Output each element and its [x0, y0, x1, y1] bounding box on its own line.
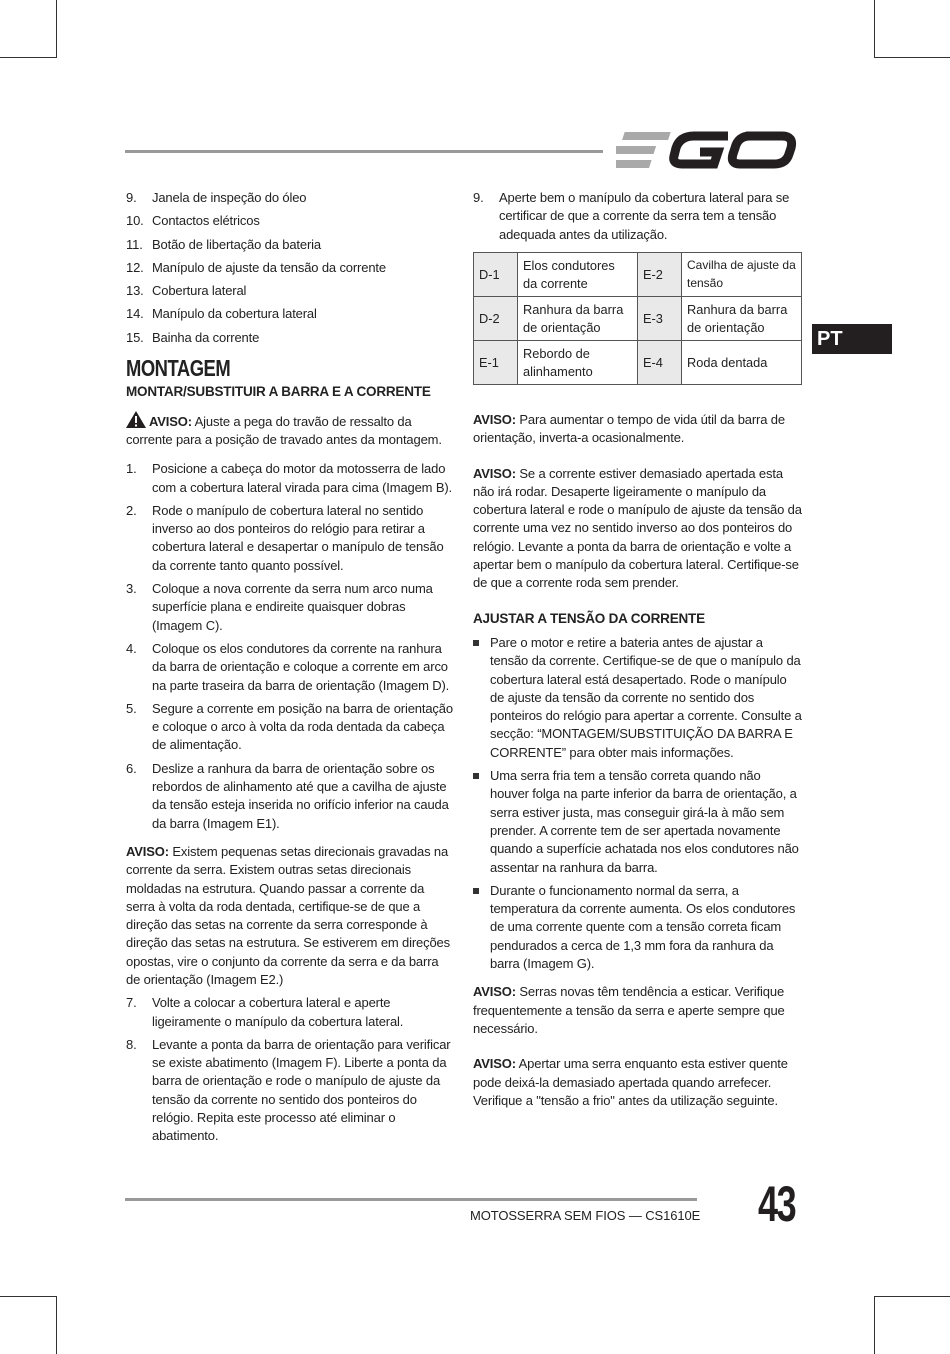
table-cell-desc: Ranhura da barra de orientação: [518, 297, 638, 341]
list-item: [126, 259, 456, 277]
list-item: [126, 700, 456, 755]
table-row: [474, 341, 802, 385]
item-text: Deslize a ranhura da barra de orientação sobre os rebordos de alinhamento até que a cavilha de ajuste da tensão esteja inserida no orifício inferior na cauda da barra (Imagem E1).: [152, 760, 449, 831]
item-text: Coloque a nova corrente da serra num arco numa superfície plana e endireite quaisquer dobras (Imagem C).: [152, 581, 433, 633]
header-rule: [125, 150, 603, 153]
item-text: Aperte bem o manípulo da cobertura lateral para se certificar de que a corrente da serra tem a tensão adequada antes da utilização.: [499, 190, 790, 242]
brand-logo: [616, 128, 800, 172]
item-number: 1.: [126, 461, 137, 477]
bullet-icon: [473, 767, 490, 877]
assembly-steps: [126, 460, 456, 833]
note-text: Serras novas têm tendência a esticar. Verifique frequentemente a tensão da serra e aperte sempre que necessário.: [473, 984, 785, 1036]
item-text: Botão de libertação da bateria: [152, 236, 321, 252]
item-text: Volte a colocar a cobertura lateral e aperte ligeiramente o manípulo da cobertura lateral.: [152, 995, 404, 1029]
note-label: AVISO:: [473, 412, 516, 427]
item-number: 14.: [126, 306, 144, 322]
list-item: [126, 640, 456, 695]
language-tab: PT: [812, 324, 892, 354]
list-item: [126, 580, 456, 635]
crop-mark: [56, 0, 57, 58]
note-paragraph: [473, 983, 802, 1038]
item-number: 5.: [126, 700, 137, 716]
item-number: 3.: [126, 581, 137, 597]
note-paragraph: [473, 1055, 802, 1110]
crop-mark: [0, 57, 57, 58]
note-paragraph: [126, 843, 456, 989]
table-cell-code: E-4: [638, 341, 682, 385]
item-text: Manípulo da cobertura lateral: [152, 306, 317, 322]
assembly-steps-continued: [126, 994, 456, 1145]
table-cell-code: E-2: [638, 253, 682, 297]
left-column: [126, 189, 456, 1151]
note-label: AVISO:: [126, 843, 169, 859]
list-item: [126, 329, 456, 347]
page-number: 43: [758, 1176, 796, 1232]
table-cell-code: D-1: [474, 253, 518, 297]
table-row: [474, 297, 802, 341]
note-text: Existem pequenas setas direcionais gravadas na corrente da serra. Existem outras setas direcionais moldadas na estrutura. Quando passar a corrente da serra à volta da roda dentada, certifique-se de que a direção das setas na corrente da serra corresponde à direção das setas na estrutura. Se estiverem em direções opostas, vire o conjunto da corrente da serra e da barra de orientação (Imagem E2.): [126, 843, 450, 987]
list-item: [126, 460, 456, 497]
item-number: 10.: [126, 213, 144, 229]
crop-mark: [874, 57, 950, 58]
list-item: [126, 236, 456, 254]
bullet-icon: [473, 634, 490, 762]
item-text: Cobertura lateral: [152, 283, 247, 299]
list-item: [126, 282, 456, 300]
item-number: 7.: [126, 995, 137, 1011]
parts-list: [126, 189, 456, 347]
list-item: [126, 502, 456, 575]
tension-bullets: [473, 634, 802, 973]
item-text: Uma serra fria tem a tensão correta quando não houver folga na parte inferior da barra de orientação, a serra estiver justa, mas conseguir girá-la à mão sem prender. A corrente tem de ser apertada novamente quando a superfície achatada nos elos condutores não assentar na ranhura da barra.: [490, 768, 799, 875]
item-number: 2.: [126, 502, 137, 518]
crop-mark: [56, 1296, 57, 1354]
footer-title: MOTOSSERRA SEM FIOS — CS1610E: [470, 1208, 701, 1223]
warning-paragraph: [126, 411, 456, 450]
section-heading: MONTAGEM: [126, 355, 231, 382]
item-text: Levante a ponta da barra de orientação para verificar se existe abatimento (Imagem F). Liberte a ponta da barra de orientação e rode o manípulo de ajuste da tensão da corrente no sentido dos ponteiros do relógio. Repita este processo até eliminar o abatimento.: [152, 1036, 451, 1144]
table-cell-code: E-3: [638, 297, 682, 341]
right-column-bottom: [473, 411, 802, 1110]
note-label: AVISO:: [473, 984, 516, 1000]
subsection-heading: MONTAR/SUBSTITUIR A BARRA E A CORRENTE: [126, 384, 431, 400]
warning-text: Ajuste a pega do travão de ressalto da corrente para a posição de travado antes da montagem.: [126, 413, 442, 447]
bullet-icon: [473, 882, 490, 973]
table-cell-desc: Ranhura da barra de orientação: [682, 297, 802, 341]
note-text: Apertar uma serra enquanto esta estiver quente pode deixá-la demasiado apertada quando arrefecer. Verifique a "tensão a frio" antes da utilização seguinte.: [473, 1056, 788, 1108]
table-cell-code: E-1: [474, 341, 518, 385]
parts-table: [473, 252, 802, 385]
item-number: 12.: [126, 259, 144, 275]
crop-mark: [874, 0, 875, 58]
item-text: Rode o manípulo de cobertura lateral no sentido inverso ao dos ponteiros do relógio para retirar a cobertura lateral e desapertar o manípulo de tensão da corrente tanto quanto possível.: [152, 502, 444, 573]
right-column-top: [473, 189, 802, 249]
item-number: 8.: [126, 1036, 137, 1052]
item-text: Bainha da corrente: [152, 329, 260, 345]
note-paragraph: [473, 411, 802, 448]
item-text: Posicione a cabeça do motor da motosserra de lado com a cobertura lateral virada para cima (Imagem B).: [152, 461, 452, 495]
crop-mark: [874, 1296, 875, 1354]
warning-icon: [126, 411, 146, 428]
table-cell-desc: Roda dentada: [682, 341, 802, 385]
note-label: AVISO:: [473, 465, 516, 481]
note-label: AVISO:: [473, 1056, 516, 1072]
list-item: [126, 305, 456, 323]
list-item: [126, 760, 456, 833]
table-cell-code: D-2: [474, 297, 518, 341]
item-text: Janela de inspeção do óleo: [152, 190, 307, 205]
item-number: 4.: [126, 640, 137, 656]
table-cell-desc: Elos condutores da corrente: [518, 253, 638, 297]
crop-mark: [874, 1296, 950, 1297]
warning-label: AVISO:: [149, 413, 192, 429]
table-cell-desc: Cavilha de ajuste da tensão: [682, 253, 802, 297]
list-item: [126, 212, 456, 230]
list-item: [473, 189, 802, 244]
list-item: [473, 767, 802, 877]
item-number: 9.: [126, 190, 137, 205]
item-number: 9.: [473, 190, 484, 205]
crop-mark: [0, 1296, 57, 1297]
list-item: [126, 189, 456, 207]
item-number: 11.: [126, 236, 143, 252]
item-text: Pare o motor e retire a bateria antes de ajustar a tensão da corrente. Certifique-se de que o manípulo da cobertura lateral está desapertado. Rode o manípulo de ajuste da tensão da corrente no sentido dos ponteiros do relógio para apertar a corrente. Consulte a secção: “MONTAGEM/SUBSTITUIÇÃO DA BARRA E CORRENTE” para obter mais informações.: [490, 634, 802, 760]
item-number: 6.: [126, 760, 137, 776]
item-text: Coloque os elos condutores da corrente na ranhura da barra de orientação e coloque a corrente em arco na parte traseira da barra de orientação (Imagem D).: [152, 640, 450, 693]
item-number: 15.: [126, 329, 144, 345]
subsection-heading: AJUSTAR A TENSÃO DA CORRENTE: [473, 610, 705, 626]
item-number: 13.: [126, 283, 144, 299]
footer-rule: [125, 1198, 697, 1201]
note-text: Se a corrente estiver demasiado apertada esta não irá rodar. Desaperte ligeiramente o manípulo da cobertura lateral e rode o manípulo de ajuste da tensão da corrente uma vez no sentido inverso ao dos ponteiros do relógio. Levante a ponta da barra de orientação e volte a apertar bem o manípulo da cobertura lateral. Certifique-se de que a corrente roda sem prender.: [473, 465, 802, 591]
item-text: Segure a corrente em posição na barra de orientação e coloque o arco à volta da roda dentada da cabeça de alimentação.: [152, 700, 453, 753]
table-row: [474, 253, 802, 297]
list-item: [126, 994, 456, 1031]
list-item: [473, 634, 802, 762]
table-cell-desc: Rebordo de alinhamento: [518, 341, 638, 385]
note-paragraph: [473, 465, 802, 593]
note-text: Para aumentar o tempo de vida útil da barra de orientação, inverta-a ocasionalmente.: [473, 412, 785, 446]
item-text: Contactos elétricos: [152, 213, 260, 229]
step-9: [473, 189, 802, 244]
list-item: [126, 1036, 456, 1146]
item-text: Durante o funcionamento normal da serra, a temperatura da corrente aumenta. Os elos condutores de uma corrente quente com a tensão correta ficam pendurados a cerca de 1,3 mm fora da ranhura da barra (Imagem G).: [490, 882, 796, 972]
item-text: Manípulo de ajuste da tensão da corrente: [152, 259, 386, 275]
list-item: [473, 882, 802, 973]
